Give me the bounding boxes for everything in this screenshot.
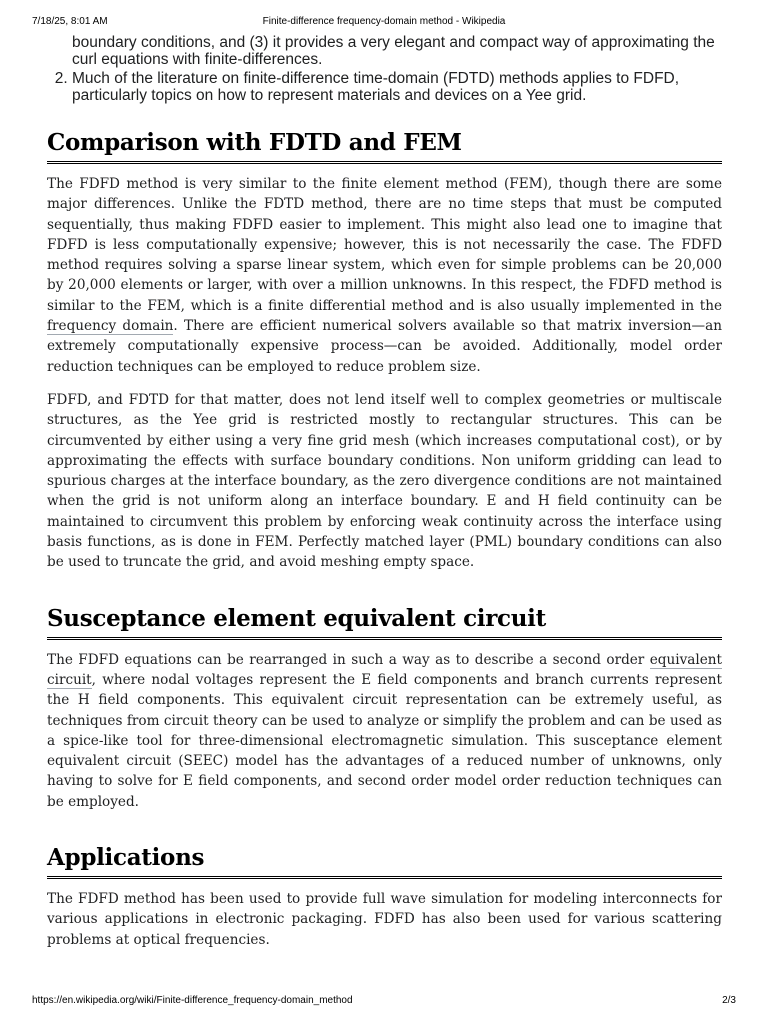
print-page-number: 2/3 — [722, 995, 736, 1006]
paragraph-text: The FDFD equations can be rearranged in such a way as to describe a second order — [47, 651, 650, 668]
paragraph-text: . There are efficient numerical solvers available so that matrix inversion—an extremely computationally expensive process—can be avoided. Additionally, model order reduction techniques can be employed to reduce problem size. — [47, 318, 722, 375]
print-page-title: Finite-difference frequency-domain method - Wikipedia — [262, 16, 506, 27]
paragraph-text: The FDFD method is very similar to the finite element method (FEM), though there are some major differences. Unlike the FDTD method, there are no time steps that must be computed sequentially, thus making FDFD easier to implement. This might also lead one to imagine that FDFD is less computationally expensive; however, this is not necessarily the case. The FDFD method requires solving a sparse linear system, which even for simple problems can be 20,000 by 20,000 elements or larger, with over a million unknowns. In this respect, the FDFD method is similar to the FEM, which is a finite differential method and is also usually implemented in the — [47, 176, 722, 314]
list-item-continuation: boundary conditions, and (3) it provides a very elegant and compact way of approximating the curl equations with finite-differences. — [72, 34, 715, 68]
section-heading-comparison: Comparison with FDTD and FEM — [47, 128, 722, 164]
paragraph: The FDFD method has been used to provide full wave simulation for modeling interconnects for various applications in electronic packaging. FDFD has also been used for various scattering problems at optical frequencies. — [47, 891, 722, 948]
intro-list — [47, 34, 722, 104]
article-content — [47, 34, 722, 950]
link-frequency-domain[interactable]: frequency domain — [47, 318, 174, 335]
section-comparison — [47, 128, 722, 573]
section-heading-susceptance: Susceptance element equivalent circuit — [47, 604, 722, 640]
paragraph-text: , where nodal voltages represent the E field components and branch currents represent the H field components. This equivalent circuit representation can be extremely useful, as techniques from circuit theory can be used to analyze or simplify the problem and can be used as a spice-like tool for three-dimensional electromagnetic simulation. This susceptance element equivalent circuit (SEEC) model has the advantages of a reduced number of unknowns, only having to solve for E field components, and second order model order reduction techniques can be employed. — [47, 671, 722, 810]
section-applications — [47, 843, 722, 950]
print-footer — [32, 995, 736, 1006]
print-header — [32, 16, 736, 27]
section-heading-applications: Applications — [47, 843, 722, 879]
section-susceptance — [47, 604, 722, 812]
paragraph — [47, 650, 722, 812]
print-datetime: 7/18/25, 8:01 AM — [32, 16, 108, 27]
list-item: 2. Much of the literature on finite-difference time-domain (FDTD) methods applies to FDFD, particularly topics on how to represent materials and devices on a Yee grid. — [72, 70, 722, 104]
print-url: https://en.wikipedia.org/wiki/Finite-difference_frequency-domain_method — [32, 995, 353, 1006]
link-equivalent-circuit[interactable]: equivalent circuit — [47, 651, 722, 688]
paragraph — [47, 174, 722, 377]
paragraph: FDFD, and FDTD for that matter, does not lend itself well to complex geometries or multiscale structures, as the Yee grid is restricted mostly to rectangular structures. This can be circumvented by either using a very fine grid mesh (which increases computational cost), or by approximating the effects with surface boundary conditions. Non uniform gridding can lead to spurious charges at the interface boundary, as the zero divergence conditions are not maintained when the grid is not uniform along an interface boundary. E and H field continuity can be maintained to circumvent this problem by enforcing weak continuity across the interface using basis functions, as is done in FEM. Perfectly matched layer (PML) boundary conditions can also be used to truncate the grid, and avoid meshing empty space. — [47, 391, 722, 571]
